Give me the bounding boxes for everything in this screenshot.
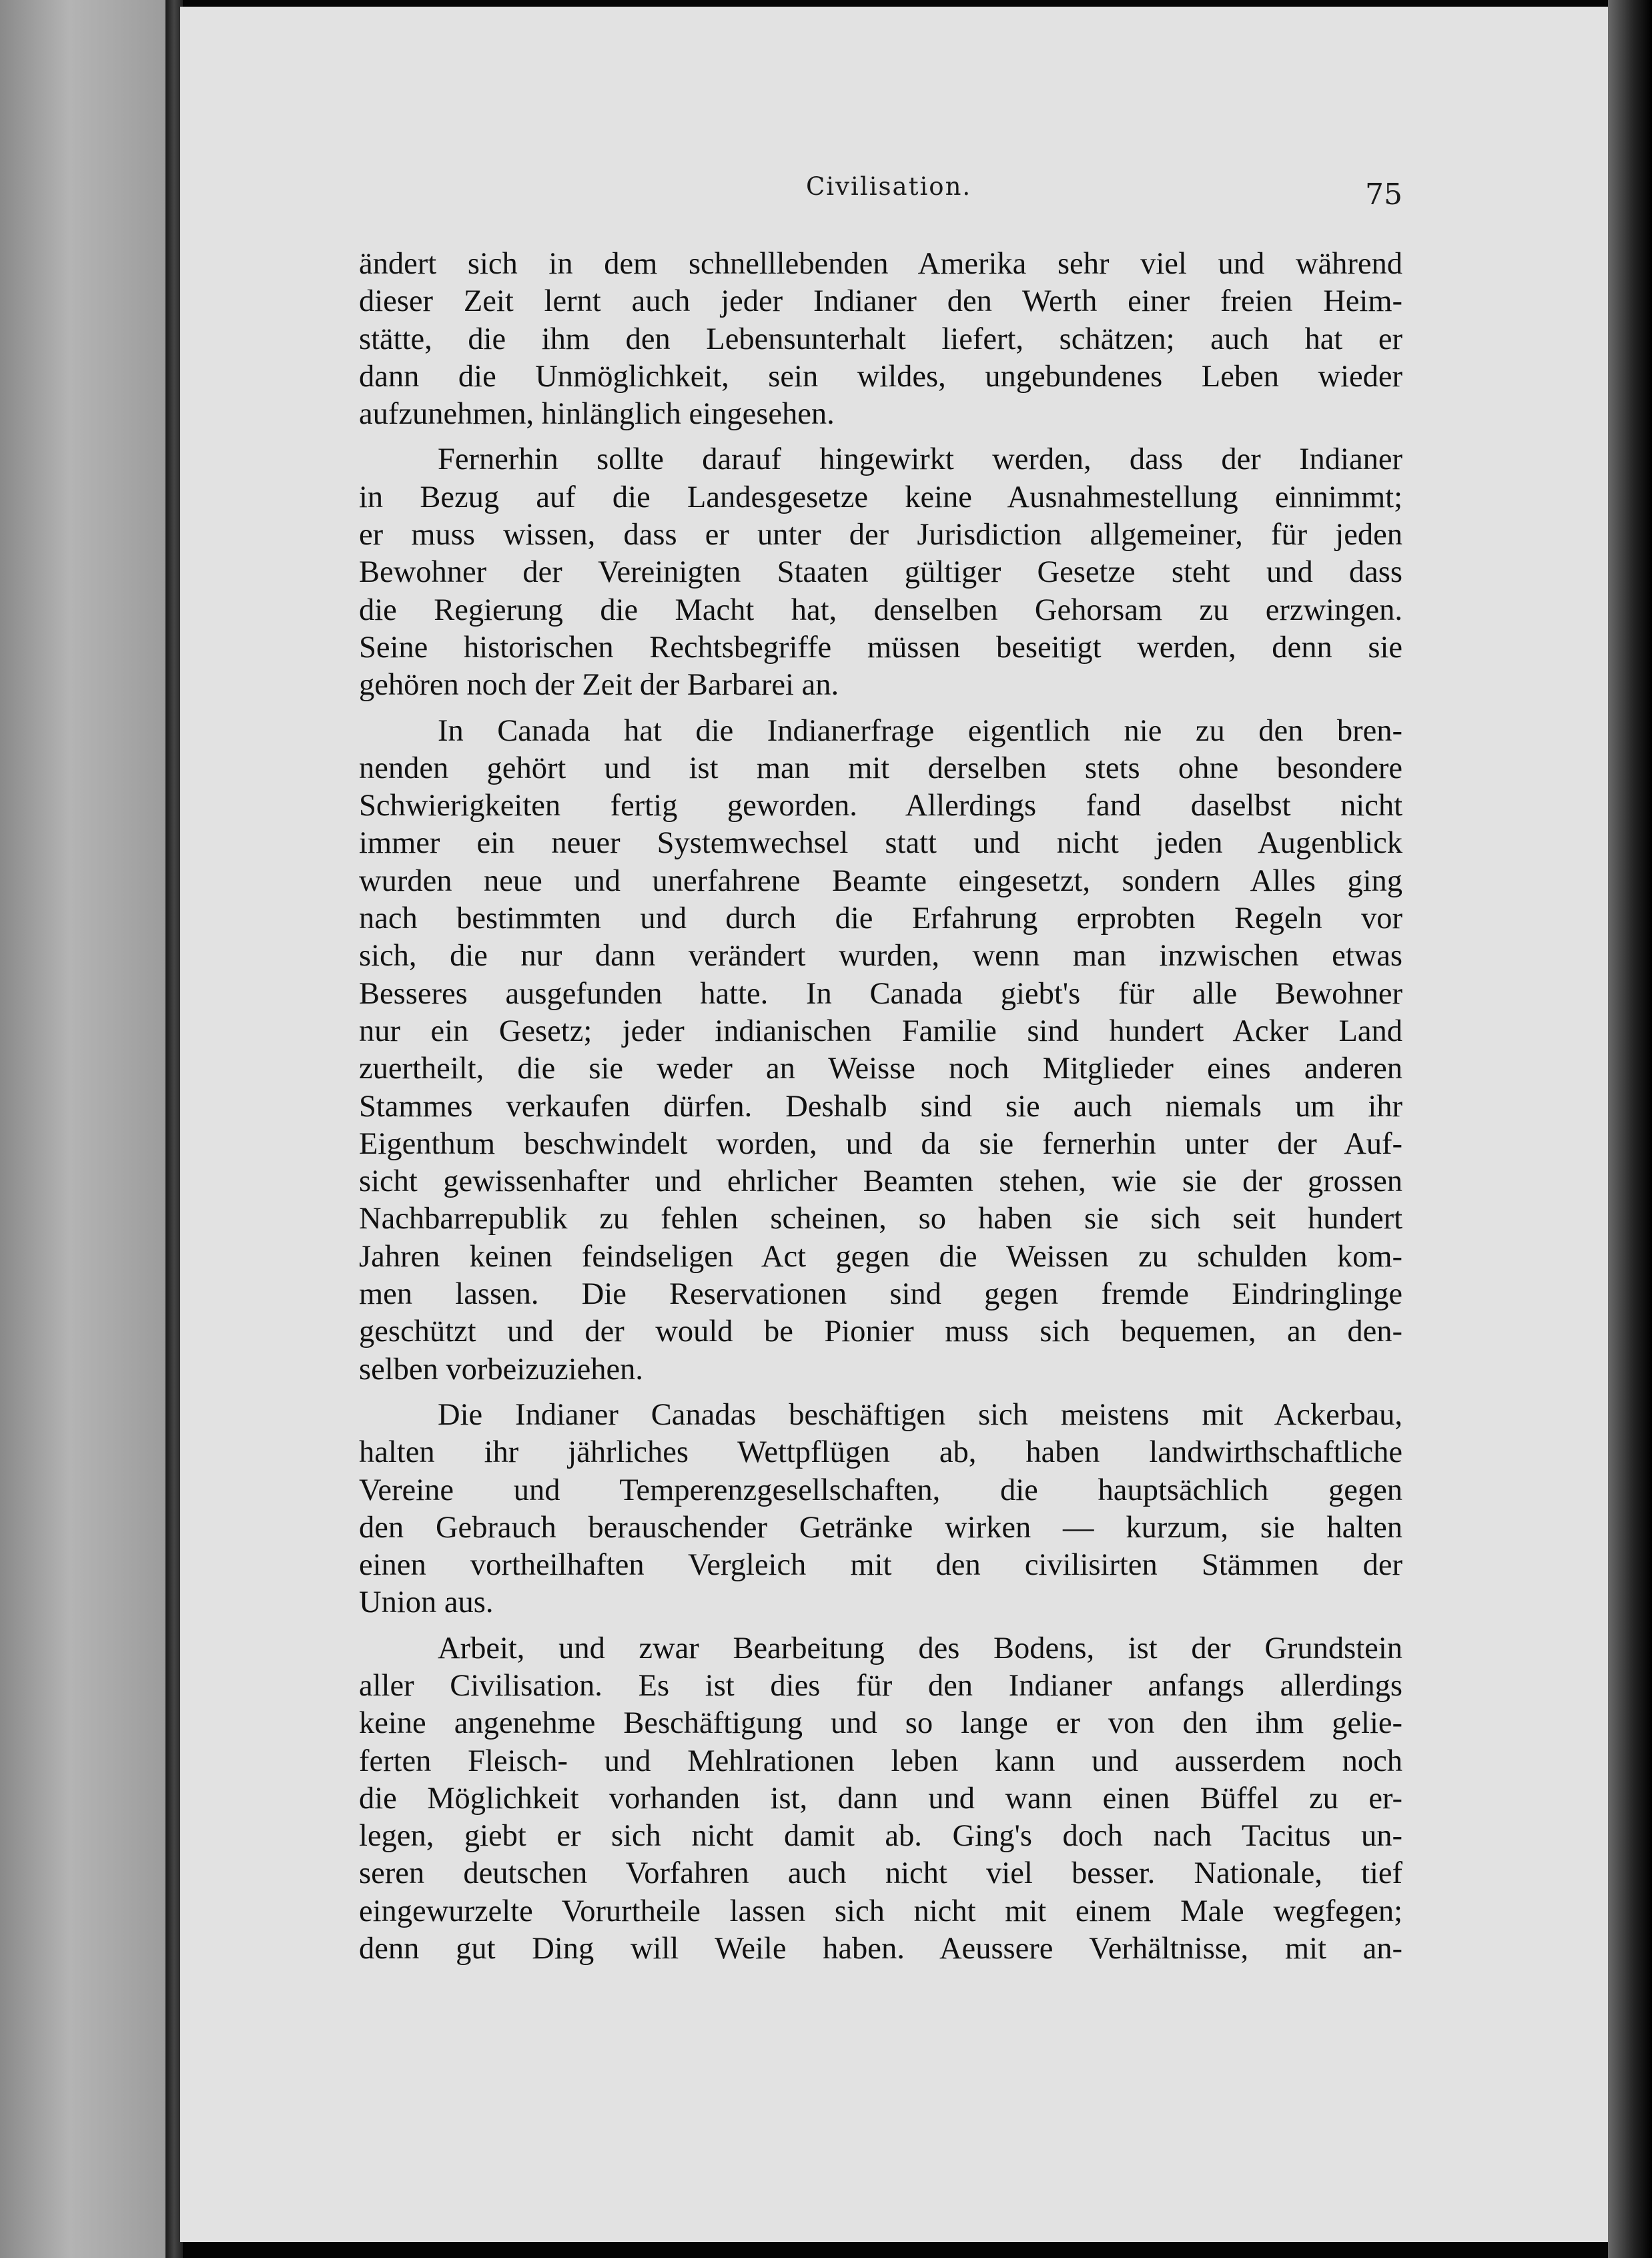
paragraph bbox=[359, 1397, 1402, 1622]
paragraph bbox=[359, 713, 1402, 1389]
text-line: nur ein Gesetz; jeder indianischen Familie sind hundert Acker Land bbox=[359, 1014, 1402, 1048]
text-line: einen vortheilhaften Vergleich mit den civilisirten Stämmen der bbox=[359, 1548, 1402, 1583]
text-line: selben vorbeizuziehen. bbox=[359, 1352, 644, 1387]
text-line: gehören noch der Zeit der Barbarei an. bbox=[359, 668, 839, 703]
text-line: sicht gewissenhafter und ehrlicher Beamten stehen, wie sie der grossen bbox=[359, 1164, 1402, 1199]
text-line: Stammes verkaufen dürfen. Deshalb sind sie auch niemals um ihr bbox=[359, 1089, 1402, 1124]
text-line: aufzunehmen, hinlänglich eingesehen. bbox=[359, 397, 835, 432]
paragraph bbox=[359, 1630, 1402, 1968]
text-line: dieser Zeit lernt auch jeder Indianer den Werth einer freien Heim- bbox=[359, 284, 1402, 319]
text-line: Schwierigkeiten fertig geworden. Allerdings fand daselbst nicht bbox=[359, 789, 1402, 823]
text-line: nach bestimmten und durch die Erfahrung erprobten Regeln vor bbox=[359, 901, 1402, 936]
text-line: Seine historischen Rechtsbegriffe müssen beseitigt werden, denn sie bbox=[359, 630, 1402, 665]
text-line: Eigenthum beschwindelt worden, und da sie fernerhin unter der Auf- bbox=[359, 1126, 1402, 1161]
text-line: stätte, die ihm den Lebensunterhalt liefert, schätzen; auch hat er bbox=[359, 322, 1402, 356]
text-line: wurden neue und unerfahrene Beamte eingesetzt, sondern Alles ging bbox=[359, 863, 1402, 898]
text-line: zuertheilt, die sie weder an Weisse noch Mitglieder eines anderen bbox=[359, 1052, 1402, 1086]
left-page-edge bbox=[0, 0, 175, 2258]
right-page-edge bbox=[1608, 0, 1652, 2258]
text-line: In Canada hat die Indianerfrage eigentlich nie zu den bren- bbox=[438, 713, 1402, 748]
text-line: legen, giebt er sich nicht damit ab. Ging's doch nach Tacitus un- bbox=[359, 1819, 1402, 1854]
text-line: Fernerhin sollte darauf hingewirkt werden, dass der Indianer bbox=[438, 442, 1402, 477]
text-line: Die Indianer Canadas beschäftigen sich meistens mit Ackerbau, bbox=[438, 1397, 1402, 1432]
text-line: denn gut Ding will Weile haben. Aeussere Verhältnisse, mit an- bbox=[359, 1932, 1402, 1966]
text-line: immer ein neuer Systemwechsel statt und nicht jeden Augenblick bbox=[359, 826, 1402, 861]
text-line: die Möglichkeit vorhanden ist, dann und wann einen Büffel zu er- bbox=[359, 1781, 1402, 1816]
paragraph bbox=[359, 441, 1402, 704]
text-line: Jahren keinen feindseligen Act gegen die Weissen zu schulden kom- bbox=[359, 1239, 1402, 1274]
text-line: Besseres ausgefunden hatte. In Canada giebt's für alle Bewohner bbox=[359, 976, 1402, 1011]
text-line: nenden gehört und ist man mit derselben stets ohne besondere bbox=[359, 751, 1402, 785]
text-line: Arbeit, und zwar Bearbeitung des Bodens, ist der Grundstein bbox=[438, 1631, 1402, 1665]
text-line: Vereine und Temperenzgesellschaften, die hauptsächlich gegen bbox=[359, 1473, 1402, 1507]
text-line: men lassen. Die Reservationen sind gegen fremde Eindringlinge bbox=[359, 1277, 1402, 1312]
paragraph bbox=[359, 246, 1402, 433]
text-line: keine angenehme Beschäftigung und so lange er von den ihm gelie- bbox=[359, 1706, 1402, 1741]
text-line: er muss wissen, dass er unter der Jurisdiction allgemeiner, für jeden bbox=[359, 518, 1402, 552]
text-line: Nachbarrepublik zu fehlen scheinen, so haben sie sich seit hundert bbox=[359, 1202, 1402, 1236]
running-head: Civilisation. bbox=[806, 172, 972, 201]
text-line: den Gebrauch berauschender Getränke wirken — kurzum, sie halten bbox=[359, 1510, 1402, 1545]
text-line: ändert sich in dem schnelllebenden Amerika sehr viel und während bbox=[359, 247, 1402, 281]
text-line: eingewurzelte Vorurtheile lassen sich nicht mit einem Male wegfegen; bbox=[359, 1894, 1402, 1928]
text-line: ferten Fleisch- und Mehlrationen leben kann und ausserdem noch bbox=[359, 1744, 1402, 1778]
text-line: sich, die nur dann verändert wurden, wenn man inzwischen etwas bbox=[359, 939, 1402, 974]
text-line: in Bezug auf die Landesgesetze keine Ausnahmestellung einnimmt; bbox=[359, 480, 1402, 514]
text-line: Bewohner der Vereinigten Staaten gültiger Gesetze steht und dass bbox=[359, 555, 1402, 590]
text-line: Union aus. bbox=[359, 1585, 494, 1620]
text-line: aller Civilisation. Es ist dies für den Indianer anfangs allerdings bbox=[359, 1668, 1402, 1703]
page-number: 75 bbox=[1365, 177, 1402, 212]
text-line: halten ihr jährliches Wettpflügen ab, haben landwirthschaftliche bbox=[359, 1435, 1402, 1470]
text-line: die Regierung die Macht hat, denselben Gehorsam zu erzwingen. bbox=[359, 593, 1402, 627]
text-line: seren deutschen Vorfahren auch nicht viel besser. Nationale, tief bbox=[359, 1856, 1402, 1891]
text-line: geschützt und der would be Pionier muss sich bequemen, an den- bbox=[359, 1314, 1402, 1349]
text-line: dann die Unmöglichkeit, sein wildes, ungebundenes Leben wieder bbox=[359, 359, 1402, 394]
body-text bbox=[359, 246, 1402, 1976]
